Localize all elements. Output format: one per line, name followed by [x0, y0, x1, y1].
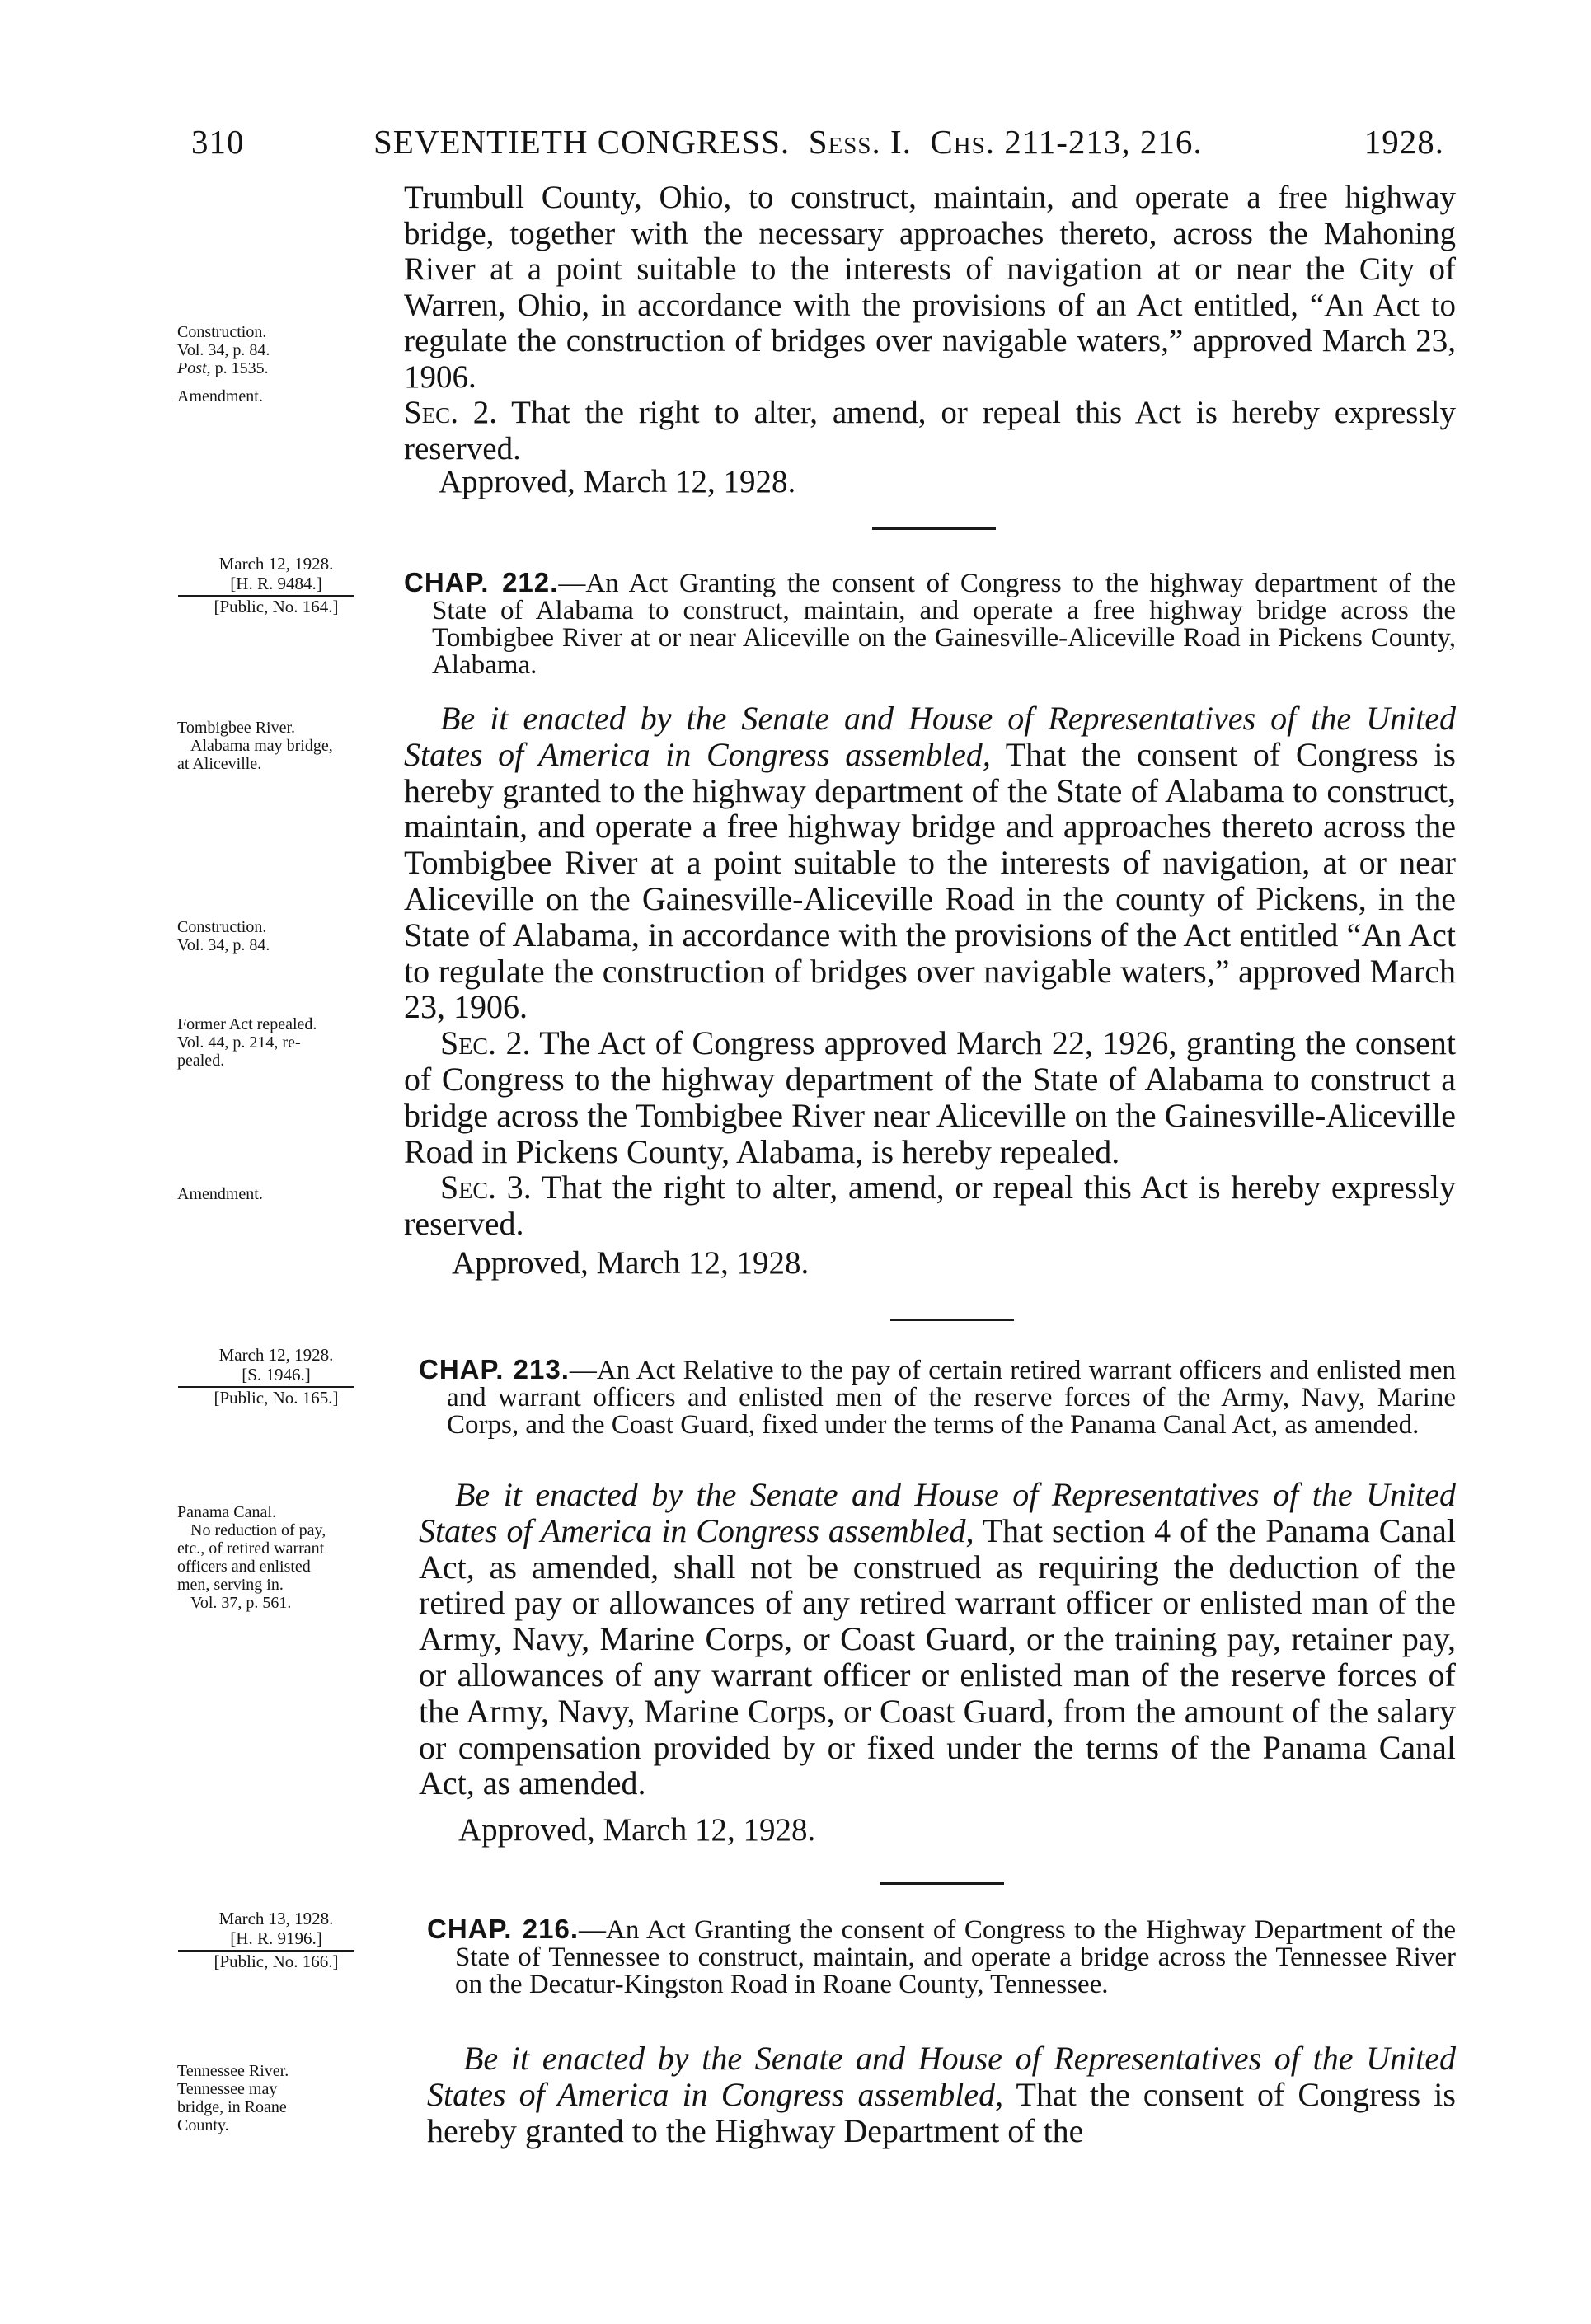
note-panama-l2: etc., of retired warrant — [177, 1539, 325, 1558]
chap212-bill: [H. R. 9484.] — [230, 574, 322, 593]
header-year: 1928. — [1363, 123, 1444, 161]
chap213-meta — [173, 1345, 379, 1408]
note-panama: Panama Canal. — [177, 1503, 276, 1521]
chap211-margin-notes — [177, 323, 368, 405]
chap213-title: CHAP. 213.—An Act Relative to the pay of certain retired warrant officers and enlisted men and warrant officers and enlisted men of the reserve forces of the Army, Navy, Marine Corps, and the Coast Guard, fixed under the terms of the Panama Canal Act, as amended. — [419, 1354, 1456, 1440]
chap213-body — [419, 1477, 1456, 1802]
section-divider-2 — [890, 1319, 1014, 1321]
chap216-meta — [173, 1909, 379, 1971]
chap212-notes-b — [177, 918, 368, 954]
chap213-public: [Public, No. 165.] — [214, 1388, 339, 1408]
chap212-title: CHAP. 212.—An Act Granting the consent of Congress to the highway department of the State of Alabama to construct, maintain, and operate a free highway bridge across the Tombigbee River at or near Aliceville on the Gainesville-Aliceville Road in Pickens County, Alabama. — [404, 567, 1456, 680]
page-number: 310 — [191, 123, 245, 161]
note-construction-212: Construction. — [177, 918, 267, 936]
chap216-public: [Public, No. 166.] — [214, 1952, 339, 1971]
note-former-vol: Vol. 44, p. 214, re- — [177, 1033, 301, 1052]
note-former-vol2: pealed. — [177, 1052, 225, 1070]
note-tennessee: Tennessee River. — [177, 2062, 289, 2080]
session-label: Sess. I. — [808, 123, 912, 161]
note-amendment-212: Amendment. — [177, 1185, 263, 1203]
section-divider — [872, 527, 996, 530]
chap216-body — [427, 2041, 1456, 2148]
note-construction: Construction. — [177, 323, 267, 341]
note-tombigbee: Tombigbee River. — [177, 719, 296, 737]
note-panama-vol: Vol. 37, p. 561. — [190, 1594, 292, 1612]
congress-title: SEVENTIETH CONGRESS. — [373, 123, 791, 161]
chap212-notes-d — [177, 1185, 368, 1203]
section-divider-3 — [880, 1882, 1004, 1885]
note-panama-l1: No reduction of pay, — [190, 1521, 326, 1539]
running-header — [191, 122, 1444, 171]
chap211-approved: Approved, March 12, 1928. — [439, 464, 796, 499]
note-vol-212: Vol. 34, p. 84. — [177, 936, 270, 954]
chap216-title: CHAP. 216.—An Act Granting the consent of Congress to the Highway Department of the State of Tennessee to construct, maintain, and operate a bridge across the Tennessee River on the Decatur-Kingston Road in Roane County, Tennessee. — [427, 1914, 1456, 1999]
chap212-approved: Approved, March 12, 1928. — [452, 1245, 810, 1281]
chap213-bill: [S. 1946.] — [242, 1365, 311, 1385]
note-amendment: Amendment. — [177, 387, 263, 405]
note-aliceville: at Aliceville. — [177, 755, 262, 773]
note-tennessee-l1: Tennessee may — [177, 2080, 278, 2098]
chap212-heading — [404, 569, 1456, 679]
chap213-date: March 12, 1928. — [218, 1345, 334, 1365]
chap213-heading — [419, 1356, 1456, 1439]
note-post: Post, p. 1535. — [177, 359, 269, 377]
chap212-notes-c — [177, 1015, 368, 1070]
chap213-enacting: Be it enacted by the Senate and House of Representatives of the United States of America in Congress assembled, That section 4 of the Panama Canal Act, as amended, shall not be construed as requiring the deduction of the retired pay or allowances of any retired warrant officer or enlisted man of the Army, Navy, Marine Corps, or Coast Guard, or the training pay, retainer pay, or allowances of any warrant officer or enlisted man of the reserve forces of the Army, Navy, Marine Corps, or Coast Guard, from the amount of the salary or compensation provided by or fixed under the terms of the Panama Canal Act, as amended. — [419, 1476, 1457, 1802]
chap212-public: [Public, No. 164.] — [214, 597, 339, 616]
note-tennessee-l3: County. — [177, 2116, 229, 2134]
chap216-bill: [H. R. 9196.] — [230, 1928, 322, 1948]
chap212-date: March 12, 1928. — [218, 554, 334, 574]
chap211-body — [404, 180, 1456, 466]
chap211-text: Trumbull County, Ohio, to construct, maintain, and operate a free highway bridge, together with the necessary approaches thereto, across the Mahoning River at a point suitable to the interests of navigation at or near the City of Warren, Ohio, in accordance with the provisions of an Act entitled, “An Act to regulate the construction of bridges over navigable waters,” approved March 23, 1906. — [404, 180, 1456, 395]
chap212-sec3: Sec. 3. That the right to alter, amend, or repeal this Act is hereby expressly reserved. — [404, 1169, 1457, 1243]
chap216-date: March 13, 1928. — [218, 1909, 334, 1928]
chap213-notes — [177, 1503, 368, 1612]
chap212-sec2: Sec. 2. The Act of Congress approved March 22, 1926, granting the consent of Congress to the highway department of the State of Alabama to construct a bridge across the Tombigbee River near Aliceville on the Gainesville-Aliceville Road in Pickens County, Alabama, is hereby repealed. — [404, 1024, 1457, 1170]
chap211-sec2: Sec. 2. That the right to alter, amend, or repeal this Act is hereby expressly reserved. — [404, 395, 1456, 466]
chap212-body — [404, 700, 1456, 1242]
chap212-notes-a — [177, 719, 368, 773]
chapters-label: Chs. 211-213, 216. — [930, 123, 1203, 161]
chap213-approved: Approved, March 12, 1928. — [458, 1812, 816, 1848]
note-alabama: Alabama may bridge, — [190, 737, 333, 755]
header-title — [373, 122, 1203, 162]
chap216-enacting: Be it enacted by the Senate and House of Representatives of the United States of America in Congress assembled, That the consent of Congress is hereby granted to the Highway Department of the — [427, 2040, 1456, 2149]
chap216-heading — [427, 1915, 1456, 1998]
chap212-meta — [173, 554, 379, 616]
note-panama-l3: officers and enlisted — [177, 1558, 311, 1576]
note-vol: Vol. 34, p. 84. — [177, 341, 270, 359]
note-former: Former Act repealed. — [177, 1015, 317, 1033]
chap216-notes — [177, 2062, 368, 2134]
chap212-enacting: Be it enacted by the Senate and House of Representatives of the United States of America in Congress assembled, That the consent of Congress is hereby granted to the highway department of the State of Alabama to construct, maintain, and operate a free highway bridge and approaches thereto across the Tombigbee River at a point suitable to the interests of navigation, at or near Aliceville on the Gainesville-Aliceville Road in the county of Pickens, in the State of Alabama, in accordance with the provisions of the Act entitled “An Act to regulate the construction of bridges over navigable waters,” approved March 23, 1906. — [404, 700, 1456, 1026]
note-tennessee-l2: bridge, in Roane — [177, 2098, 287, 2116]
note-panama-l4: men, serving in. — [177, 1576, 284, 1594]
